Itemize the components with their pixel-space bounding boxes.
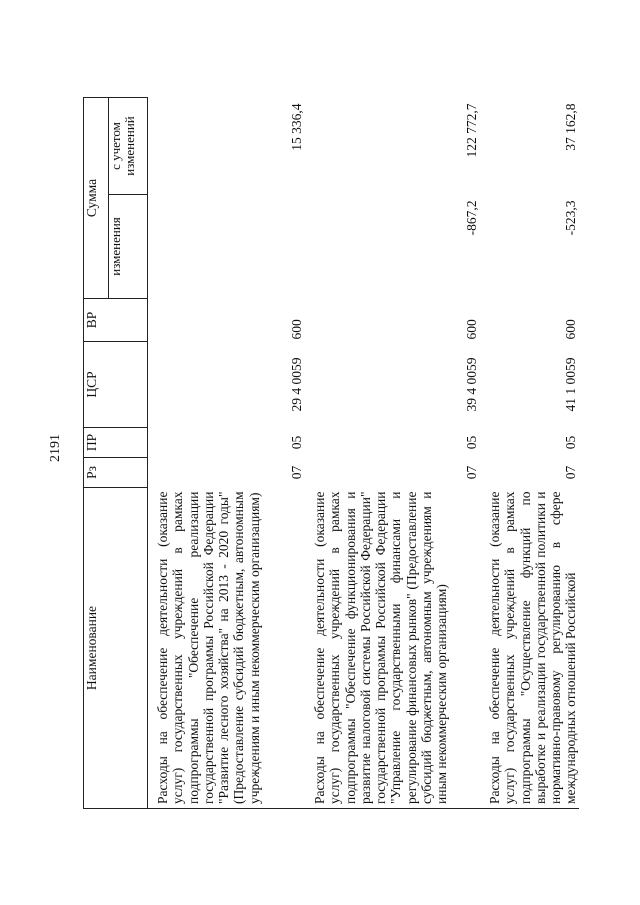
table-row — [486, 98, 579, 809]
row-vr: 600 — [464, 319, 479, 340]
row-vr: 600 — [289, 319, 304, 340]
col-header-name: Наименование — [84, 488, 148, 809]
page-number: 2191 — [48, 434, 63, 462]
row-change: -867,2 — [464, 200, 479, 236]
table-row — [154, 98, 305, 809]
col-header-changes: изменения — [109, 195, 148, 299]
row-vr: 600 — [563, 319, 578, 340]
col-header-pr: ПР — [84, 428, 148, 458]
row-pr: 05 — [289, 435, 304, 450]
row-total: 15 336,4 — [289, 103, 304, 151]
row-name: Расходы на обеспечение деятельности (оказание услуг) государственных учреждений в рамках подпрограммы "Обеспечение реализации государственной программы Российской Федерации "Развитие лесного хозяйства" на 2013 - 2020 годы" (Предоставление субсидий бюджетным, автономным учреждениям и иным некоммерческим организациям) — [154, 488, 305, 809]
row-name: Расходы на обеспечение деятельности (оказание услуг) государственных учреждений в рамках подпрограммы "Осуществление функций по выработке и реализации государственной политики и нормативно-правовому регулированию в сфере международных отношений Российской — [486, 488, 579, 809]
col-header-sum: Сумма — [84, 98, 109, 299]
row-total: 37 162,8 — [563, 103, 578, 151]
table-row — [311, 98, 480, 809]
col-header-rz: Рз — [84, 458, 148, 488]
row-pr: 05 — [464, 435, 479, 450]
row-rz: 07 — [464, 465, 479, 480]
row-change — [154, 195, 305, 299]
row-rz: 07 — [563, 465, 578, 480]
budget-table — [83, 97, 579, 809]
row-csr: 41 1 0059 — [563, 357, 578, 412]
row-pr: 05 — [563, 435, 578, 450]
row-csr: 39 4 0059 — [464, 357, 479, 412]
row-rz: 07 — [289, 465, 304, 480]
row-name: Расходы на обеспечение деятельности (оказание услуг) государственных учреждений в рамках подпрограммы "Обеспечение функционирования и развитие налоговой системы Российской Федерации" государственной программы Российской Федерации "Управление государственными финансами и регулирование финансовых рынков" (Предоставление субсидий бюджетным, автономным учреждениям и иным некоммерческим организациям) — [311, 488, 480, 809]
row-change: -523,3 — [563, 200, 578, 236]
col-header-with-changes: с учетом изменений — [109, 98, 148, 195]
col-header-vr: ВР — [84, 299, 148, 342]
row-total: 122 772,7 — [464, 103, 479, 158]
col-header-csr: ЦСР — [84, 342, 148, 428]
row-csr: 29 4 0059 — [289, 357, 304, 412]
